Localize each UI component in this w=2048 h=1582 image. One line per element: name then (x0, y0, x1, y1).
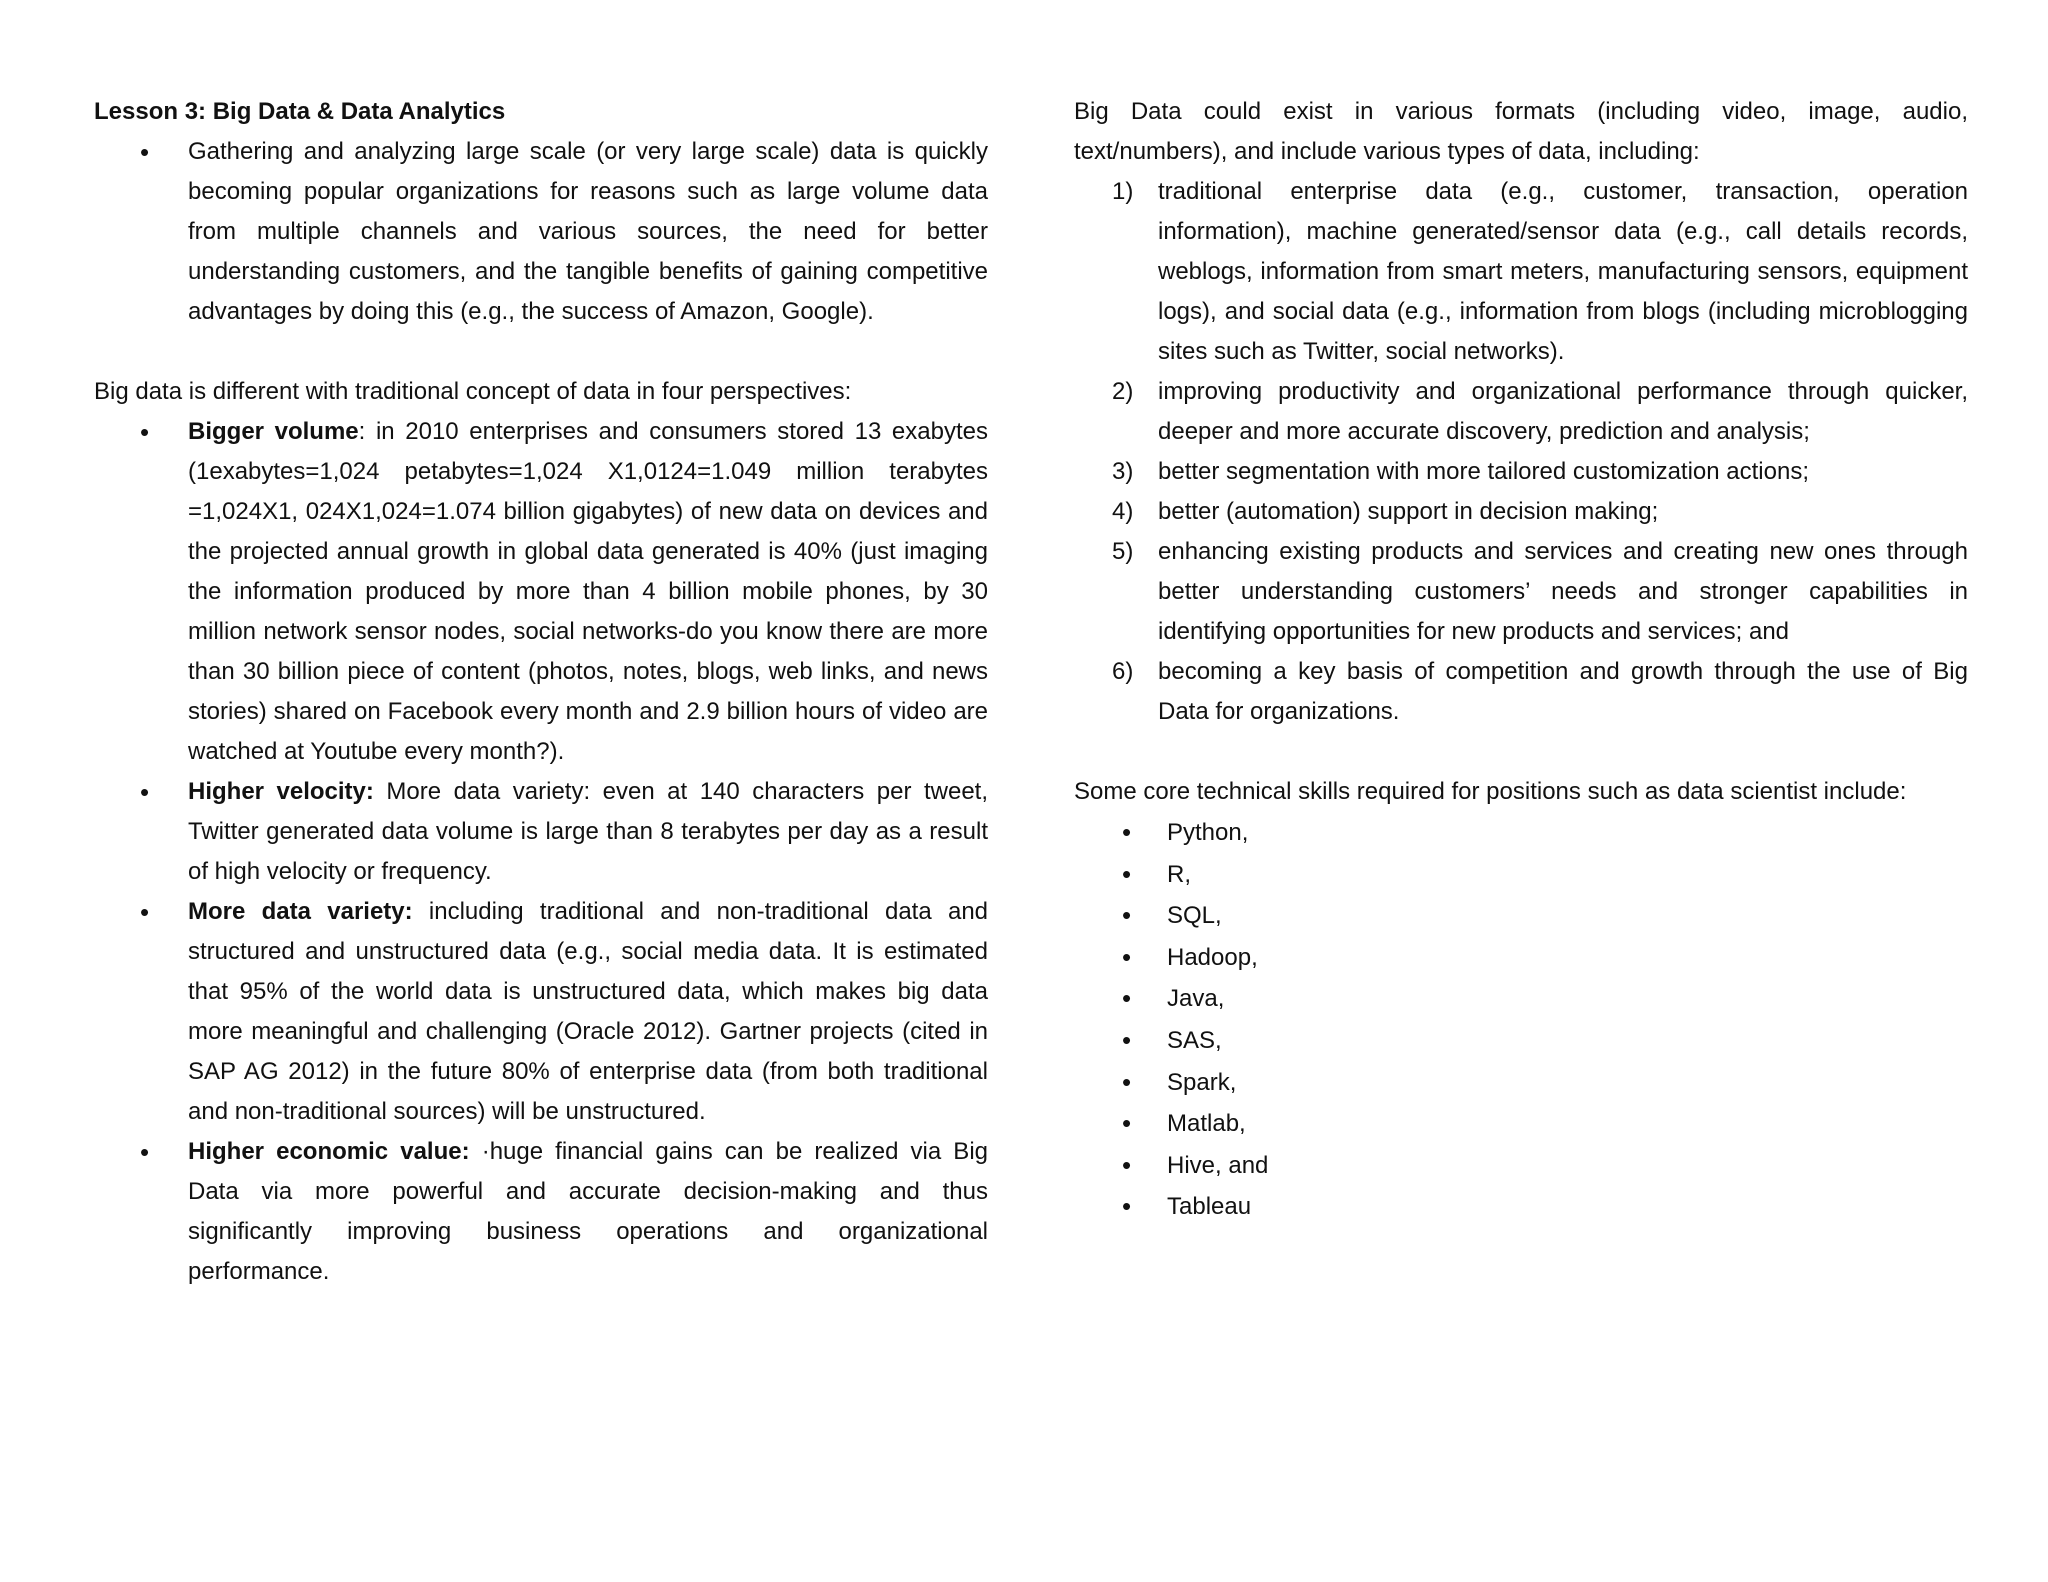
perspective-text: : in 2010 enterprises and consumers stored 13 exabytes (1exabytes=1,024 petabytes=1,024 X1,0124=1.049 million terabytes =1,024X1, 024X1,024=1.074 billion gigabytes) of new data on devices and the projected annual growth in global data generated is 40% (just imaging the information produced by more than 4 billion mobile phones, by 30 million network sensor nodes, social networks-do you know there are more than 30 billion piece of content (photos, notes, blogs, web links, and news stories) shared on Facebook every month and 2.9 billion hours of video are watched at Youtube every month?). (188, 418, 988, 765)
data-type-item (1112, 652, 1968, 732)
item-number: 6) (1112, 658, 1134, 685)
perspective-term: Higher velocity: (188, 778, 374, 805)
item-text: improving productivity and organizational performance through quicker, deeper and more accurate discovery, prediction and analysis; (1158, 378, 1968, 445)
intro-bullet-list (94, 132, 988, 332)
skill-item: • R, (1167, 854, 1968, 896)
item-text: becoming a key basis of competition and growth through the use of Big Data for organizations. (1158, 658, 1968, 725)
perspectives-intro: Big data is different with traditional concept of data in four perspectives: (94, 378, 852, 405)
perspective-text: including traditional and non-traditional data and structured and unstructured data (e.g., social media data. It is estimated that 95% of the world data is unstructured data, which makes big data more meaningful and challenging (Oracle 2012). Gartner projects (cited in SAP AG 2012) in the future 80% of enterprise data (from both traditional and non-traditional sources) will be unstructured. (188, 898, 989, 1125)
perspective-volume (188, 412, 988, 772)
left-column (94, 92, 988, 1292)
skills-list (1074, 812, 1968, 1228)
intro-bullet: • Gathering and analyzing large scale (or very large scale) data is quickly becoming popular organizations for reasons such as large volume data from multiple channels and various sources, the need for better understanding customers, and the tangible benefits of gaining competitive advantages by doing this (e.g., the success of Amazon, Google). (188, 132, 988, 332)
perspective-text: ·huge financial gains can be realized via Big Data via more powerful and accurate decision-making and thus significantly improving business operations and organizational performance. (188, 1138, 988, 1285)
skill-item: • Spark, (1167, 1062, 1968, 1104)
skill-item: • Java, (1167, 978, 1968, 1020)
skill-item: • Matlab, (1167, 1103, 1968, 1145)
item-text: enhancing existing products and services and creating new ones through better understanding customers’ needs and stronger capabilities in identifying opportunities for new products and services; and (1158, 538, 1968, 645)
perspectives-list (94, 412, 988, 1292)
skill-item: • Hive, and (1167, 1145, 1968, 1187)
item-text: traditional enterprise data (e.g., customer, transaction, operation information), machine generated/sensor data (e.g., call details records, weblogs, information from smart meters, manufacturing sensors, equipment logs), and social data (e.g., information from blogs (including microblogging sites such as Twitter, social networks). (1158, 178, 1968, 365)
skill-item: • SAS, (1167, 1020, 1968, 1062)
perspective-text: More data variety: even at 140 characters per tweet, Twitter generated data volume is large than 8 terabytes per day as a result of high velocity or frequency. (188, 778, 989, 885)
item-number: 1) (1112, 178, 1134, 205)
paragraph-spacer (1074, 732, 1968, 772)
skill-item: • Hadoop, (1167, 937, 1968, 979)
skill-item: • Python, (1167, 812, 1968, 854)
formats-intro: Big Data could exist in various formats (including video, image, audio, text/numbers), and include various types of data, including: (1074, 98, 1968, 165)
data-type-item (1112, 452, 1968, 492)
perspective-term: More data variety: (188, 898, 413, 925)
skills-intro: Some core technical skills required for positions such as data scientist include: (1074, 778, 1907, 805)
data-type-item (1112, 492, 1968, 532)
item-number: 3) (1112, 458, 1134, 485)
item-text: better (automation) support in decision making; (1158, 498, 1659, 525)
item-number: 5) (1112, 538, 1134, 565)
perspective-value (188, 1132, 988, 1292)
item-number: 2) (1112, 378, 1134, 405)
skill-item: • Tableau (1167, 1186, 1968, 1228)
right-column (1074, 92, 1968, 1228)
skill-item: • SQL, (1167, 895, 1968, 937)
paragraph-spacer (94, 332, 988, 372)
data-type-item (1112, 372, 1968, 452)
perspective-term: Bigger volume (188, 418, 359, 445)
data-types-list (1074, 172, 1968, 732)
item-number: 4) (1112, 498, 1134, 525)
data-type-item (1112, 172, 1968, 372)
perspective-velocity (188, 772, 988, 892)
data-type-item (1112, 532, 1968, 652)
perspective-variety (188, 892, 988, 1132)
perspective-term: Higher economic value: (188, 1138, 470, 1165)
item-text: better segmentation with more tailored customization actions; (1158, 458, 1809, 485)
lesson-title: Lesson 3: Big Data & Data Analytics (94, 98, 506, 125)
